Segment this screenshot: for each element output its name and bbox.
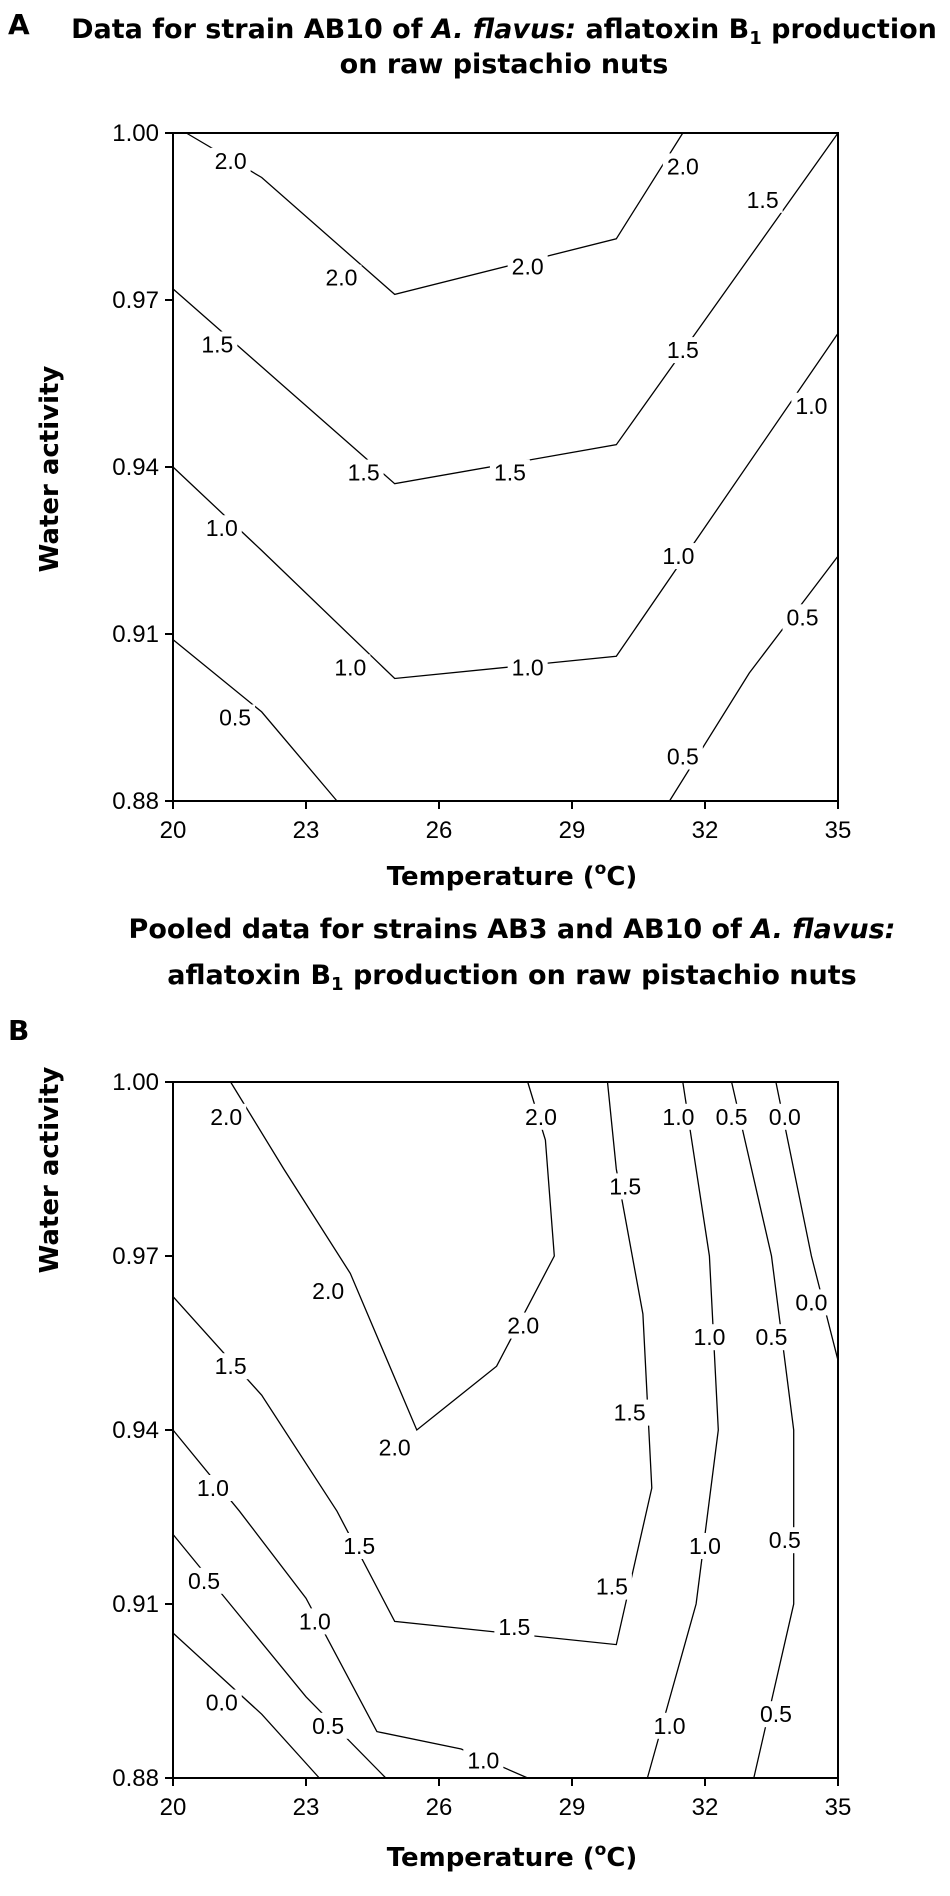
contour-label: 0.5 (768, 1527, 801, 1554)
contour-label: 2.0 (511, 253, 544, 280)
contour-label: 2.0 (214, 147, 247, 174)
contour-label: 0.0 (768, 1103, 801, 1130)
contour-label: 0.5 (715, 1103, 748, 1130)
contour-label: 1.5 (746, 186, 779, 213)
x-tick-label: 29 (558, 1794, 586, 1821)
contour-label: 0.5 (188, 1567, 221, 1594)
contour-label: 1.5 (493, 459, 526, 486)
contour-label: 1.0 (662, 1103, 695, 1130)
y-tick-label: 0.88 (112, 1765, 159, 1792)
contour-label: 1.5 (498, 1614, 531, 1641)
panel-b-y-axis-title: Water activity (35, 1066, 65, 1274)
y-tick-label: 1.00 (112, 1069, 159, 1096)
contour-label: 1.5 (201, 331, 234, 358)
x-tick-label: 35 (824, 1794, 852, 1821)
contour-label: 0.5 (666, 743, 699, 770)
contour-line-2-0 (231, 1082, 555, 1430)
y-tick-label: 0.91 (112, 621, 159, 648)
contour-line-1-0 (173, 333, 838, 681)
panel-a-label: A (8, 8, 30, 41)
contour-label: 1.5 (595, 1573, 628, 1600)
x-tick-label: 23 (292, 817, 320, 844)
contour-label: 0.5 (755, 1324, 788, 1351)
contour-line-1-0 (647, 1082, 718, 1778)
contour-label: 1.5 (343, 1533, 376, 1559)
contour-label: 1.5 (347, 459, 380, 486)
contour-label: 2.0 (312, 1277, 345, 1304)
panel-a-title-line1: Data for strain AB10 of A. flavus: aflatoxin $B_1$ production (71, 14, 937, 49)
contour-label: 2.0 (210, 1103, 243, 1130)
contour-label: 1.0 (689, 1533, 721, 1559)
x-tick-label: 35 (824, 817, 852, 844)
panel-b-plot-frame (173, 1082, 838, 1778)
x-tick-label: 26 (425, 1794, 453, 1821)
contour-label: 2.0 (325, 264, 358, 291)
y-tick-label: 1.00 (112, 120, 159, 147)
contour-label: 1.0 (298, 1608, 331, 1635)
x-tick-label: 32 (691, 817, 719, 844)
contour-line-2-0 (186, 133, 683, 294)
contour-label: 0.0 (205, 1689, 238, 1716)
panel-a-y-axis-title: Water activity (35, 365, 65, 573)
x-tick-label: 26 (425, 817, 453, 844)
contour-label: 2.0 (378, 1434, 411, 1461)
contour-label: 2.0 (507, 1312, 540, 1339)
contour-label: 2.0 (524, 1103, 557, 1130)
contour-label: 1.5 (214, 1353, 247, 1380)
panel-a-contour-plot (112, 120, 851, 844)
contour-label: 1.0 (205, 515, 238, 542)
x-tick-label: 23 (292, 1794, 320, 1821)
x-tick-label: 29 (558, 817, 586, 844)
contour-label: 1.5 (613, 1399, 646, 1426)
panel-b-contour-plot (112, 1069, 851, 1821)
contour-label: 1.5 (666, 337, 699, 364)
contour-label: 1.0 (467, 1747, 500, 1774)
contour-line-0-0 (173, 1633, 319, 1778)
y-tick-label: 0.94 (112, 1417, 159, 1444)
contour-label: 0.5 (312, 1712, 345, 1739)
panel-a-title-line2: on raw pistachio nuts (339, 49, 669, 80)
contour-label: 2.0 (666, 153, 699, 180)
x-tick-label: 20 (159, 817, 187, 844)
contour-label: 0.0 (795, 1289, 828, 1316)
contour-label: 1.0 (662, 543, 695, 570)
contour-label: 0.5 (786, 604, 819, 631)
contour-label: 0.5 (219, 704, 252, 731)
contour-label: 1.0 (334, 654, 367, 681)
y-tick-label: 0.88 (112, 788, 159, 815)
y-tick-label: 0.91 (112, 1591, 159, 1618)
y-tick-label: 0.94 (112, 454, 159, 481)
contour-line-0-5 (732, 1082, 794, 1778)
contour-line-1-5 (173, 133, 838, 484)
x-tick-label: 32 (691, 1794, 719, 1821)
contour-label: 1.5 (609, 1173, 642, 1200)
panel-b-title-line2: aflatoxin $B_1$ production on raw pistachio nuts (167, 960, 857, 995)
contour-label: 1.0 (653, 1712, 686, 1739)
panel-b-label: B (8, 1014, 30, 1047)
contour-label: 1.0 (196, 1475, 229, 1501)
panel-b-title-line1: Pooled data for strains AB3 and AB10 of A. flavus: (128, 914, 896, 945)
y-tick-label: 0.97 (112, 287, 159, 314)
y-tick-label: 0.97 (112, 1243, 159, 1270)
contour-label: 1.0 (511, 654, 544, 681)
contour-label: 1.0 (795, 392, 828, 419)
panel-b-x-axis-title: Temperature ($^o$C) (386, 1840, 638, 1873)
panel-a-x-axis-title: Temperature ($^o$C) (386, 859, 638, 892)
x-tick-label: 20 (159, 1794, 187, 1821)
contour-label: 0.5 (759, 1701, 792, 1728)
contour-label: 1.0 (693, 1324, 726, 1351)
